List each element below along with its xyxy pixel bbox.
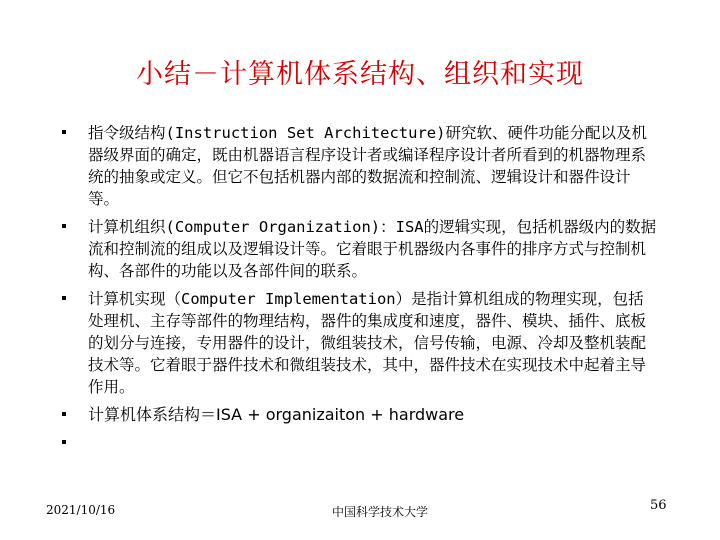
bullet-list xyxy=(58,122,658,452)
footer-institution: 中国科学技术大学 xyxy=(331,505,428,519)
bullet-empty xyxy=(58,432,658,452)
page-number: 56 xyxy=(650,498,667,513)
bullet-isa: 指令级结构(Instruction Set Architecture)研究软、硬件功能分配以及机器级界面的确定，既由机器语言程序设计者或编译程序设计者所看到的机器物理系统的抽象或定义。但它不包括机器内部的数据流和控制流、逻辑设计和器件设计等。 xyxy=(58,122,658,210)
footer-date: 2021/10/16 xyxy=(46,503,116,517)
bullet-implementation: 计算机实现（Computer Implementation）是指计算机组成的物理实现，包括处理机、主存等部件的物理结构，器件的集成度和速度，器件、模块、插件、底板的划分与连接，专用器件的设计，微组装技术，信号传输，电源、冷却及整机装配技术等。它着眼于器件技术和微组装技术，其中，器件技术在实现技术中起着主导作用。 xyxy=(58,288,658,398)
slide-title: 小结－计算机体系结构、组织和实现 xyxy=(136,59,584,90)
bullet-organization: 计算机组织(Computer Organization)：ISA的逻辑实现，包括机器级内的数据流和控制流的组成以及逻辑设计等。它着眼于机器级内各事件的排序方式与控制机构、各部件的功能以及各部件间的联系。 xyxy=(58,216,658,282)
bullet-summary-formula: 计算机体系结构＝ISA + organizaiton + hardware xyxy=(58,404,658,426)
